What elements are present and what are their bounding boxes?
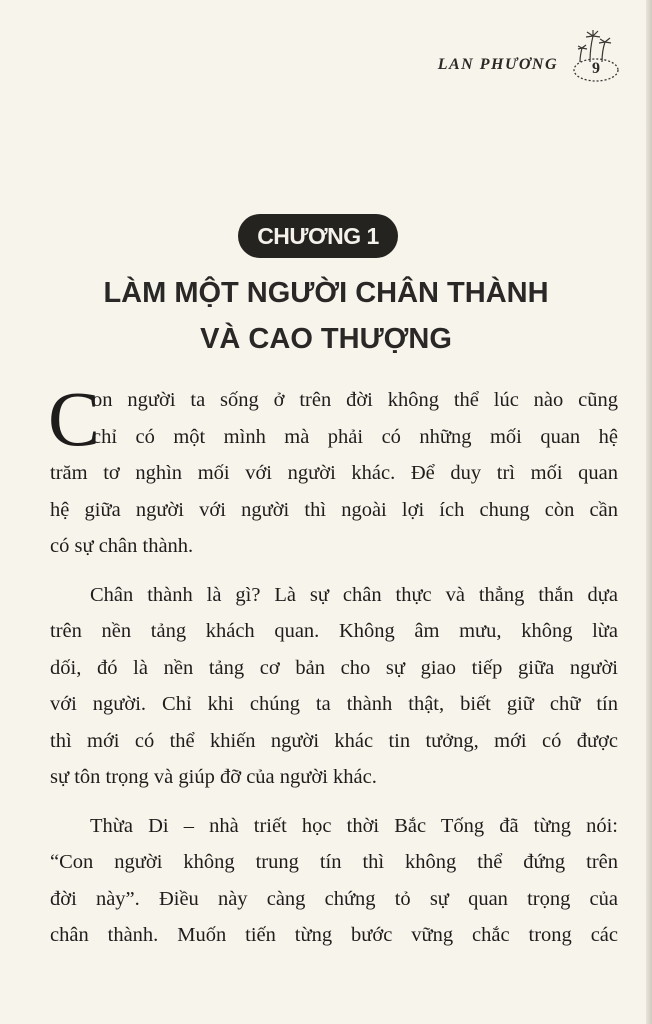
paragraph-2	[50, 577, 618, 796]
paragraph-line: đời này”. Điều này càng chứng tỏ sự quan trọng của	[50, 887, 618, 910]
paragraph-line: thì mới có thể khiến người khác tin tưởng, mới có được	[50, 729, 618, 752]
paragraph-line: có sự chân thành.	[50, 535, 194, 557]
page-edge	[646, 0, 652, 1024]
page-number: 9	[592, 60, 600, 77]
author-name: LAN PHƯƠNG	[437, 56, 558, 73]
palm-trees-icon	[568, 22, 624, 88]
body-text	[48, 375, 618, 954]
paragraph-3	[50, 808, 618, 954]
running-head	[0, 52, 652, 92]
paragraph-line: hệ giữa người với người thì ngoài lợi ích chung còn cần	[50, 498, 618, 521]
paragraph-line: dối, đó là nền tảng cơ bản cho sự giao tiếp giữa người	[50, 656, 618, 679]
paragraph-line: trên nền tảng khách quan. Không âm mưu, không lừa	[50, 620, 618, 642]
paragraph-line: “Con người không trung tín thì không thể đứng trên	[50, 851, 618, 873]
paragraph-line: sự tôn trọng và giúp đỡ của người khác.	[50, 766, 377, 788]
chapter-title-line-1: LÀM MỘT NGƯỜI CHÂN THÀNH	[103, 277, 549, 309]
paragraph-line: trăm tơ nghìn mối với người khác. Để duy trì mối quan	[50, 462, 618, 484]
paragraph-line: on người ta sống ở trên đời không thể lúc nào cũng	[92, 389, 618, 411]
paragraph-line: Chân thành là gì? Là sự chân thực và thẳng thắn dựa	[90, 583, 618, 606]
page-number-ornament	[568, 22, 624, 88]
paragraph-1	[48, 375, 618, 565]
chapter-badge: CHƯƠNG 1	[238, 214, 398, 258]
drop-cap: C	[48, 375, 101, 462]
paragraph-line: chỉ có một mình mà phải có những mối quan hệ	[92, 425, 618, 448]
paragraph-line: Thừa Di – nhà triết học thời Bắc Tống đã từng nói:	[90, 814, 618, 837]
paragraph-line: với người. Chỉ khi chúng ta thành thật, biết giữ chữ tín	[50, 693, 618, 715]
paragraph-line: chân thành. Muốn tiến từng bước vững chắc trong các	[50, 924, 618, 946]
chapter-title-line-2: VÀ CAO THƯỢNG	[200, 323, 452, 355]
chapter-title	[40, 270, 612, 362]
